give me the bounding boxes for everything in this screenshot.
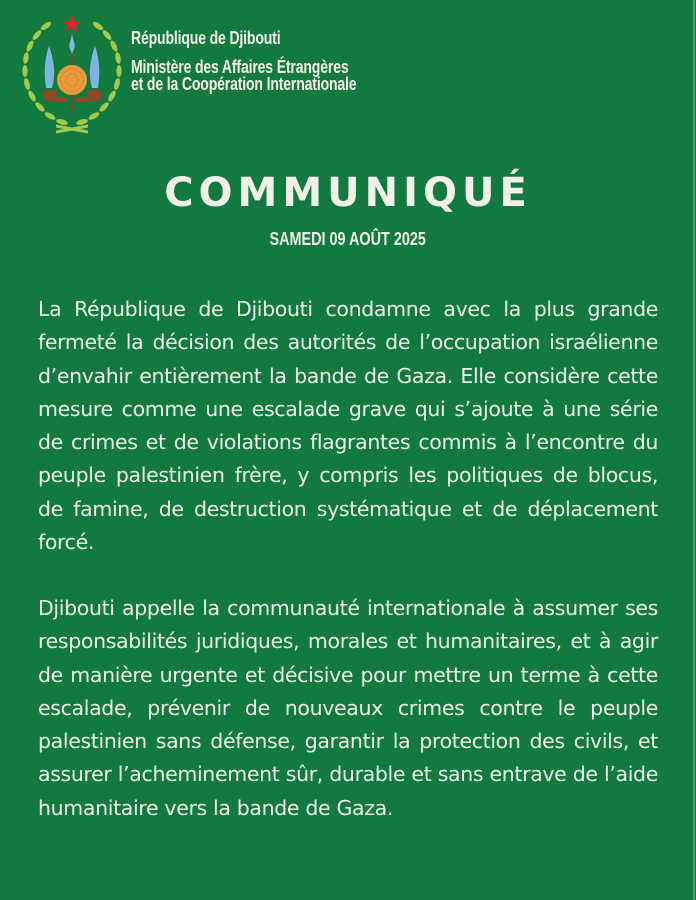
document-title: COMMUNIQUÉ bbox=[164, 170, 532, 216]
ministry-name bbox=[131, 59, 356, 93]
ministry-line-2: et de la Coopération Internationale bbox=[131, 74, 357, 94]
paragraph-2: Djibouti appelle la communauté internationale à assumer ses responsabilités juridiques, morales et humanitaires, et à agir de manière urgente et décisive pour mettre un terme à cette escalade, prévenir de nouveaux crimes contre le peuple palestinien sans défense, garantir la protection des civils, et assurer l’acheminement sûr, durable et sans entrave de l’aide humanitaire vers la bande de Gaza. bbox=[38, 596, 658, 820]
ministry-line-1: Ministère des Affaires Étrangères bbox=[131, 57, 349, 77]
republic-name: République de Djibouti bbox=[131, 28, 281, 48]
paragraph-1: La République de Djibouti condamne avec la plus grande fermeté la décision des autorités de l’occupation israélienne d’envahir entièrement la bande de Gaza. Elle considère cette mesure comme une escalade grave qui s’ajoute à une série de crimes et de violations flagrantes commis à l’encontre du peuple palestinien frère, y compris les politiques de blocus, de famine, de destruction systématique et de déplacement forcé. bbox=[38, 297, 658, 555]
header-text bbox=[131, 27, 356, 93]
coat-of-arms-icon bbox=[16, 8, 128, 134]
document-date bbox=[0, 228, 696, 250]
page-right-edge bbox=[693, 0, 695, 900]
date-text: SAMEDI 09 AOÛT 2025 bbox=[269, 229, 427, 249]
